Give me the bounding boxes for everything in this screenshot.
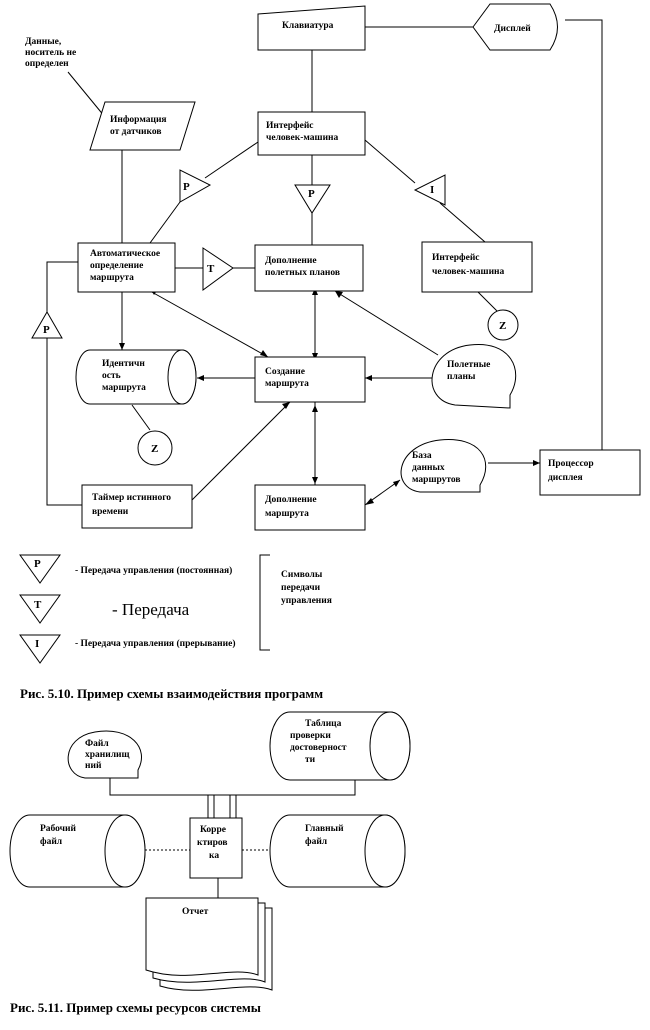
route-identity-line-2: ость	[102, 371, 121, 381]
sensor-info-line-1: Информация	[110, 115, 167, 125]
route-db-line-3: маршрутов	[412, 475, 461, 485]
display-proc-line-1: Процессор	[548, 459, 594, 469]
add-flight-plans-node[interactable]	[255, 245, 363, 291]
work-file-line-1: Рабочий	[40, 824, 76, 834]
main-file-line-1: Главный	[305, 824, 344, 834]
transfer-p-feedback	[32, 312, 62, 338]
transfer-p-center-label: P	[308, 188, 315, 200]
sensor-info-node[interactable]	[90, 102, 195, 150]
route-db-line-1: База	[412, 451, 432, 461]
legend-group-line-2: передачи	[281, 583, 321, 593]
route-db-node[interactable]	[401, 440, 486, 492]
display-proc-line-2: дисплея	[548, 473, 583, 483]
transfer-p-feedback-label: P	[43, 324, 50, 336]
validity-line-1: Таблица	[305, 719, 342, 729]
display-node[interactable]	[473, 4, 558, 50]
transfer-t-label: T	[207, 263, 215, 275]
create-route-line-2: маршрута	[265, 379, 309, 389]
legend	[20, 555, 332, 663]
correction-line-1: Корре	[200, 825, 226, 835]
validity-line-3: достоверност	[290, 743, 347, 753]
transfer-i-label: I	[430, 184, 435, 196]
legend-p-symbol	[20, 555, 60, 583]
keyboard-node[interactable]	[258, 6, 365, 50]
hmi-top-node[interactable]	[258, 112, 365, 155]
auto-route-node[interactable]	[78, 243, 175, 292]
hmi-top-line-2: человек-машина	[266, 133, 339, 143]
report-node[interactable]	[146, 898, 272, 990]
transfer-i	[415, 175, 445, 205]
transfer-p-center	[295, 185, 330, 213]
legend-t-symbol	[20, 595, 60, 623]
flight-plans-line-2: планы	[447, 372, 476, 382]
add-route-line-2: маршрута	[265, 509, 309, 519]
note-data-carrier	[25, 37, 76, 69]
hmi-top-line-1: Интерфейс	[266, 121, 314, 131]
add-flight-line-1: Дополнение	[265, 256, 317, 266]
create-route-node[interactable]	[255, 357, 365, 402]
caption-510: Рис. 5.10. Пример схемы взаимодействия программ	[20, 686, 324, 701]
legend-p-text: - Передача управления (постоянная)	[75, 566, 233, 576]
legend-t-text: - Передача	[112, 600, 190, 619]
history-file-node[interactable]	[68, 731, 141, 778]
note-line-1: Данные,	[25, 37, 62, 47]
history-file-line-3: ний	[85, 761, 102, 771]
connector-z-left	[138, 431, 172, 465]
add-flight-line-2: полетных планов	[265, 268, 340, 278]
timer-line-2: времени	[92, 507, 129, 517]
main-file-node[interactable]	[270, 815, 405, 887]
history-file-line-2: хранилищ	[85, 750, 130, 760]
hmi-right-node[interactable]	[422, 242, 532, 292]
display-label: Дисплей	[494, 24, 531, 34]
note-line-3: определен	[25, 59, 69, 69]
work-file-line-2: файл	[40, 837, 63, 847]
legend-i-label: I	[35, 638, 40, 650]
caption-511: Рис. 5.11. Пример схемы ресурсов системы	[10, 1000, 261, 1015]
hmi-right-line-1: Интерфейс	[432, 253, 480, 263]
work-file-node[interactable]	[10, 815, 145, 887]
legend-i-text: - Передача управления (прерывание)	[75, 639, 236, 649]
display-processor-node[interactable]	[540, 450, 640, 495]
legend-group-line-1: Символы	[281, 570, 323, 580]
keyboard-label: Клавиатура	[282, 21, 334, 31]
main-file-line-2: файл	[305, 837, 328, 847]
correction-line-3: ка	[209, 851, 220, 861]
route-db-line-2: данных	[412, 463, 445, 473]
flight-plans-node[interactable]	[432, 344, 516, 408]
history-file-line-1: Файл	[85, 739, 109, 749]
auto-route-line-1: Автоматическое	[90, 249, 161, 259]
create-route-line-1: Создание	[265, 367, 305, 377]
hmi-right-line-2: человек-машина	[432, 267, 505, 277]
timer-line-1: Таймер истинного	[92, 493, 172, 503]
legend-bracket	[260, 555, 270, 650]
timer-node[interactable]	[82, 485, 192, 528]
validity-line-2: проверки	[290, 731, 331, 741]
route-identity-line-3: маршрута	[102, 383, 146, 393]
flight-plans-line-1: Полетные	[447, 360, 491, 370]
connector-z-right-label: Z	[499, 320, 507, 332]
route-identity-line-1: Идентичн	[102, 359, 145, 369]
auto-route-line-2: определение	[90, 261, 144, 271]
legend-p-label: P	[34, 558, 41, 570]
add-route-node[interactable]	[255, 485, 365, 530]
connector-z-right	[488, 310, 518, 340]
transfer-p-left	[180, 170, 210, 202]
validity-line-4: ти	[305, 755, 316, 765]
legend-i-symbol	[20, 635, 60, 663]
validity-table-node[interactable]	[270, 712, 410, 780]
connector-z-left-label: Z	[151, 443, 159, 455]
transfer-p-left-label: P	[183, 181, 190, 193]
legend-group-line-3: управления	[281, 596, 332, 606]
transfer-t	[203, 248, 233, 290]
sensor-info-line-2: от датчиков	[110, 127, 162, 137]
route-identity-node[interactable]	[76, 350, 196, 404]
add-route-line-1: Дополнение	[265, 495, 317, 505]
auto-route-line-3: маршрута	[90, 273, 134, 283]
correction-node[interactable]	[190, 818, 242, 878]
legend-t-label: T	[34, 599, 42, 611]
report-label: Отчет	[182, 907, 209, 917]
correction-line-2: ктиров	[197, 838, 228, 848]
note-line-2: носитель не	[25, 48, 77, 58]
